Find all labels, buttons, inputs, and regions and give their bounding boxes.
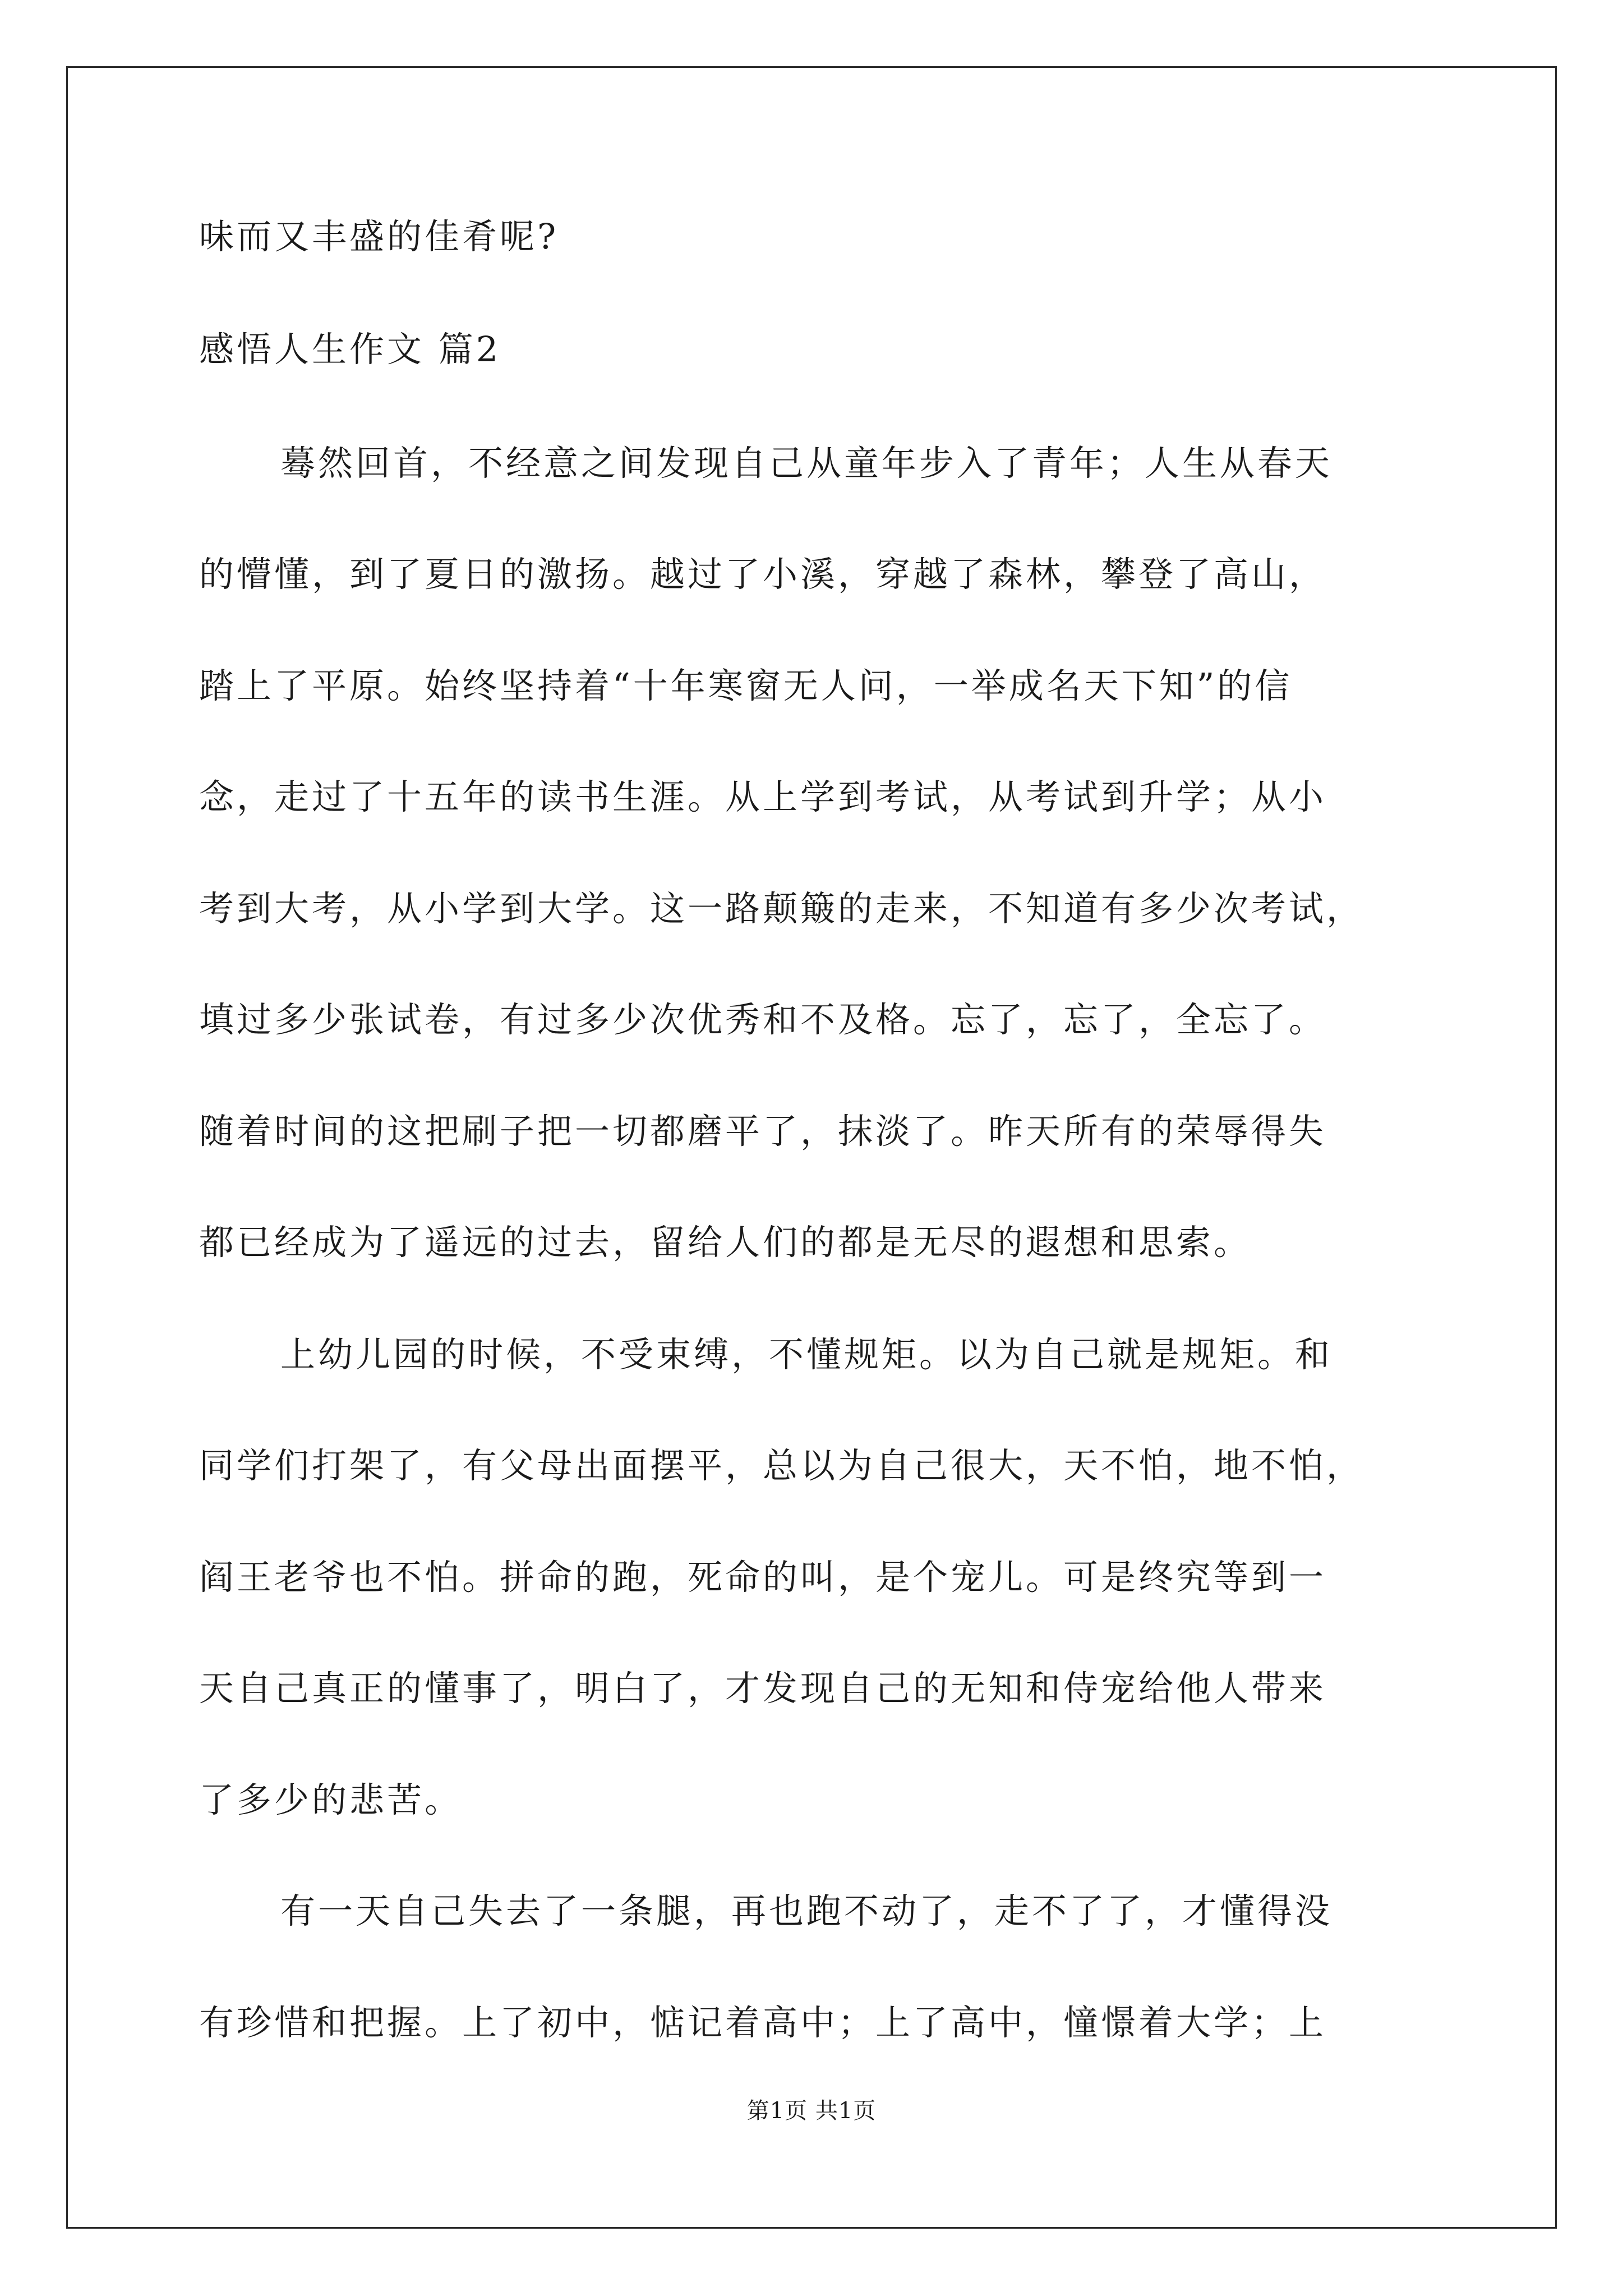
paragraph-line: 阎王老爷也不怕。拼命的跑，死命的叫，是个宠儿。可是终究等到一 — [199, 1557, 1327, 1598]
section-heading: 感悟人生作文 篇2 — [199, 329, 501, 370]
paragraph-line: 上幼儿园的时候，不受束缚，不懂规矩。以为自己就是规矩。和 — [280, 1334, 1333, 1375]
paragraph-line: 念，走过了十五年的读书生涯。从上学到考试，从考试到升学；从小 — [199, 776, 1327, 817]
paragraph-line: 踏上了平原。始终坚持着“十年寒窗无人问，一举成名天下知”的信 — [199, 665, 1293, 706]
paragraph-line: 同学们打架了，有父母出面摆平，总以为自己很大，天不怕，地不怕， — [199, 1445, 1364, 1486]
paragraph-line: 蓦然回首，不经意之间发现自己从童年步入了青年；人生从春天 — [280, 443, 1333, 484]
text-line: 味而又丰盛的佳肴呢? — [199, 216, 559, 257]
paragraph-line: 随着时间的这把刷子把一切都磨平了，抹淡了。昨天所有的荣辱得失 — [199, 1111, 1327, 1152]
paragraph-line: 都已经成为了遥远的过去，留给人们的都是无尽的遐想和思索。 — [199, 1222, 1252, 1263]
paragraph-line: 的懵懂，到了夏日的激扬。越过了小溪，穿越了森林，攀登了高山， — [199, 554, 1327, 595]
paragraph-line: 天自己真正的懂事了，明白了，才发现自己的无知和侍宠给他人带来 — [199, 1668, 1327, 1709]
paragraph-line: 了多少的悲苦。 — [199, 1779, 463, 1820]
paragraph-line: 有珍惜和把握。上了初中，惦记着高中；上了高中，憧憬着大学；上 — [199, 2002, 1327, 2043]
paragraph-line: 填过多少张试卷，有过多少次优秀和不及格。忘了，忘了，全忘了。 — [199, 999, 1327, 1040]
paragraph-line: 考到大考，从小学到大学。这一路颠簸的走来，不知道有多少次考试， — [199, 888, 1364, 929]
paragraph-line: 有一天自己失去了一条腿，再也跑不动了，走不了了，才懂得没 — [280, 1890, 1333, 1931]
page-footer: 第1页 共1页 — [746, 2098, 877, 2124]
